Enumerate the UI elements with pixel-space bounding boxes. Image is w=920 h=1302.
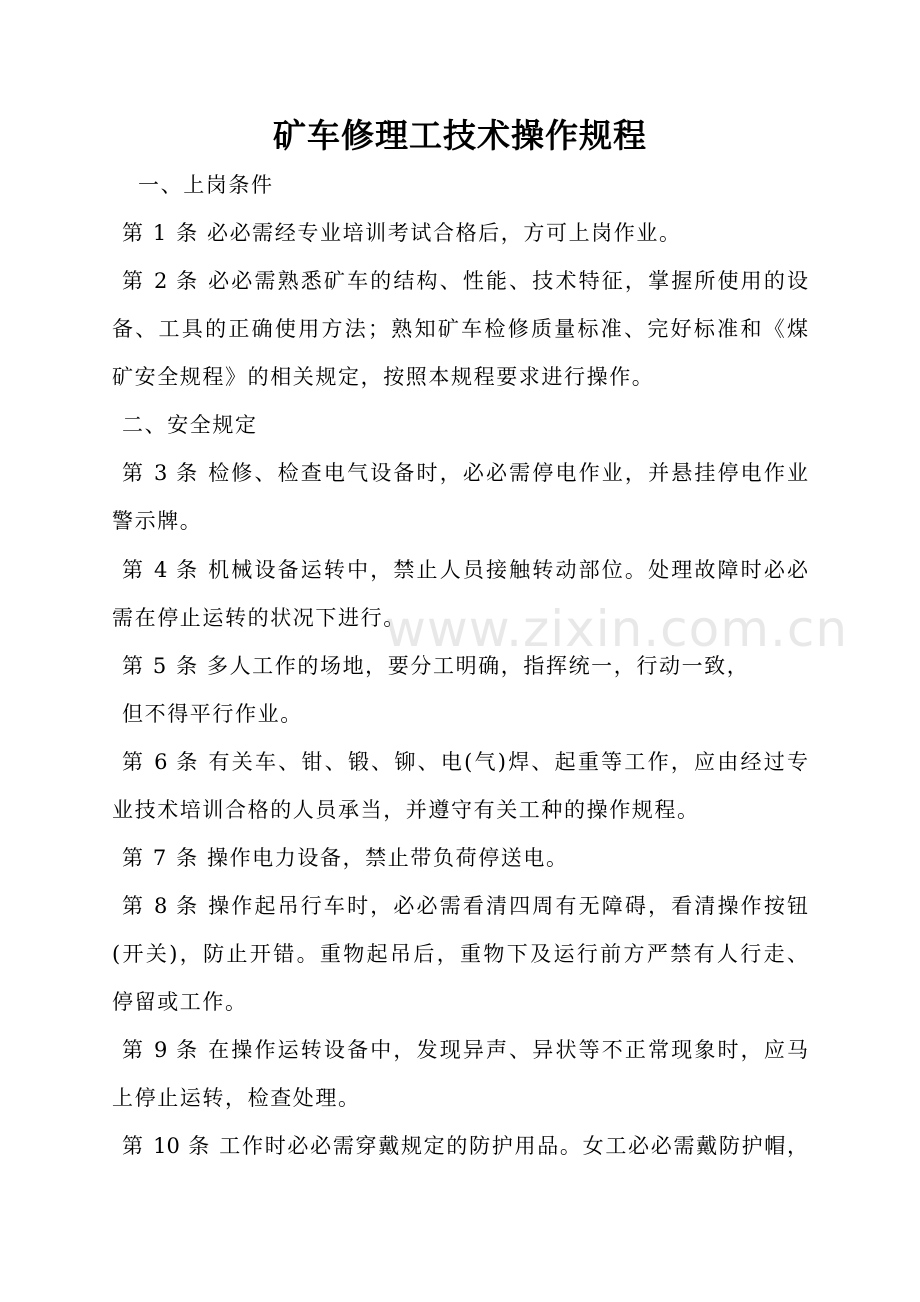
section-heading: 一、上岗条件 — [138, 173, 274, 197]
paragraph-line: 上停止运转，检查处理。 — [112, 1086, 361, 1110]
paragraph-line: 第 4 条 机械设备运转中，禁止人员接触转动部位。处理故障时必必 — [122, 558, 808, 582]
paragraph-line: 第 1 条 必必需经专业培训考试合格后，方可上岗作业。 — [122, 221, 682, 245]
paragraph-line: 需在停止运转的状况下进行。 — [112, 606, 406, 630]
paragraph-line: 第 3 条 检修、检查电气设备时，必必需停电作业，并悬挂停电作业 — [122, 461, 808, 485]
paragraph-line: 第 7 条 操作电力设备，禁止带负荷停送电。 — [122, 846, 569, 870]
paragraph-line: 备、工具的正确使用方法；熟知矿车检修质量标准、完好标准和《煤 — [112, 317, 808, 341]
paragraph-line: 第 2 条 必必需熟悉矿车的结构、性能、技术特征，掌握所使用的设 — [122, 269, 808, 293]
paragraph-line: 第 10 条 工作时必必需穿戴规定的防护用品。女工必必需戴防护帽， — [122, 1134, 808, 1158]
paragraph-line: 第 8 条 操作起吊行车时，必必需看清四周有无障碍，看清操作按钮 — [122, 894, 808, 918]
paragraph-line: 停留或工作。 — [112, 990, 248, 1014]
section-heading: 二、安全规定 — [122, 413, 258, 437]
paragraph-line: 警示牌。 — [112, 509, 203, 533]
paragraph-line: 但不得平行作业。 — [122, 702, 303, 726]
paragraph-line: 矿安全规程》的相关规定，按照本规程要求进行操作。 — [112, 365, 655, 389]
paragraph-line: 业技术培训合格的人员承当，并遵守有关工种的操作规程。 — [112, 798, 700, 822]
paragraph-line: 第 5 条 多人工作的场地，要分工明确，指挥统一，行动一致， — [122, 654, 750, 678]
paragraph-line: (开关)，防止开错。重物起吊后，重物下及运行前方严禁有人行走、 — [112, 942, 808, 966]
page-title: 矿车修理工技术操作规程 — [273, 116, 647, 155]
paragraph-line: 第 6 条 有关车、钳、锻、铆、电(气)焊、起重等工作，应由经过专 — [122, 750, 808, 774]
paragraph-line: 第 9 条 在操作运转设备中，发现异声、异状等不正常现象时，应马 — [122, 1038, 808, 1062]
watermark-text: www.zixin.com.cn — [385, 600, 849, 658]
